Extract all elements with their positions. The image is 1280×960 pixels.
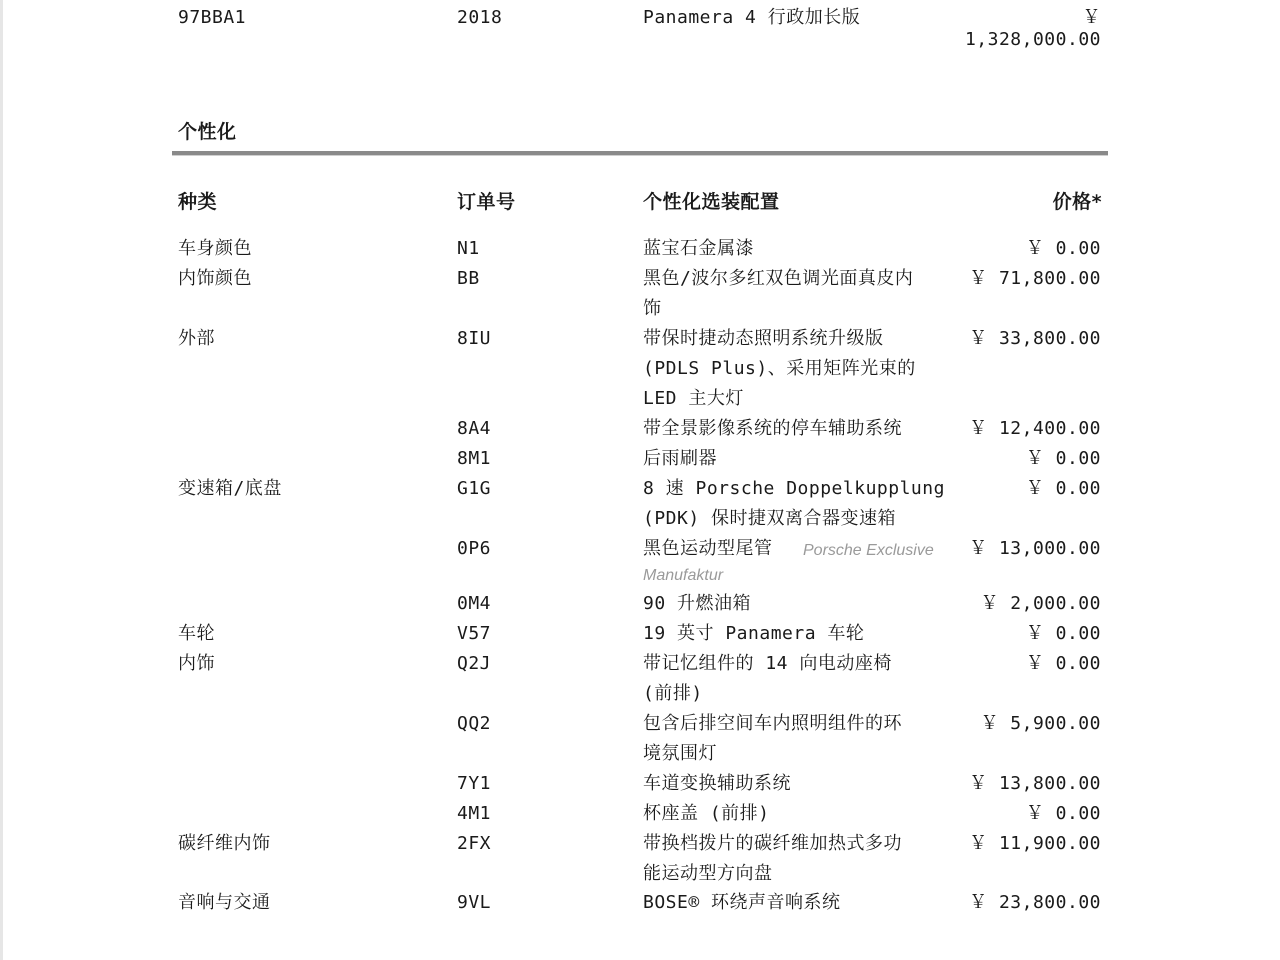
row-order-code: 8IU xyxy=(457,328,492,349)
row-price: ￥ 2,000.00 xyxy=(980,593,1101,614)
row-option-desc: 带换档拨片的碳纤维加热式多功 xyxy=(643,833,902,854)
row-option-desc: 8 速 Porsche Doppelkupplung xyxy=(643,478,945,499)
row-option-desc: LED 主大灯 xyxy=(643,388,744,409)
row-category: 车轮 xyxy=(178,623,215,644)
row-order-code: N1 xyxy=(457,238,480,259)
row-option-desc: 后雨刷器 xyxy=(643,448,717,469)
row-category: 车身颜色 xyxy=(178,238,252,259)
row-option-desc: 90 升燃油箱 xyxy=(643,593,752,614)
page-edge xyxy=(0,0,3,960)
row-option-desc: 包含后排空间车内照明组件的环 xyxy=(643,713,902,734)
row-price: ￥ 0.00 xyxy=(1025,448,1101,469)
row-option-desc: 能运动型方向盘 xyxy=(643,863,773,884)
row-option-desc: BOSE® 环绕声音响系统 xyxy=(643,892,841,913)
row-price: ￥ 0.00 xyxy=(1025,653,1101,674)
header-category: 种类 xyxy=(178,191,218,213)
row-order-code: V57 xyxy=(457,623,492,644)
row-category: 碳纤维内饰 xyxy=(178,833,271,854)
row-price: ￥ 0.00 xyxy=(1025,478,1101,499)
model-price: 1,328,000.00 xyxy=(964,29,1101,50)
row-option-desc: (PDK) 保时捷双离合器变速箱 xyxy=(643,508,897,529)
model-currency: ￥ xyxy=(1082,7,1101,28)
row-order-code: 0P6 xyxy=(457,538,492,559)
model-year: 2018 xyxy=(457,7,503,28)
row-option-desc: 黑色/波尔多红双色调光面真皮内 xyxy=(643,268,914,289)
row-price: ￥ 5,900.00 xyxy=(980,713,1101,734)
exclusive-label: Porsche Exclusive xyxy=(803,542,934,559)
row-order-code: BB xyxy=(457,268,480,289)
row-price: ￥ 71,800.00 xyxy=(969,268,1101,289)
row-option-desc: 带全景影像系统的停车辅助系统 xyxy=(643,418,902,439)
row-category: 内饰 xyxy=(178,653,215,674)
row-order-code: 9VL xyxy=(457,892,492,913)
header-order-number: 订单号 xyxy=(457,191,516,213)
row-order-code: 8A4 xyxy=(457,418,492,439)
section-divider-shadow xyxy=(172,155,1108,156)
model-name: Panamera 4 行政加长版 xyxy=(643,7,861,28)
row-order-code: 2FX xyxy=(457,833,492,854)
row-price: ￥ 11,900.00 xyxy=(969,833,1101,854)
row-order-code: 4M1 xyxy=(457,803,492,824)
row-category: 内饰颜色 xyxy=(178,268,252,289)
row-option-desc: 杯座盖 (前排) xyxy=(643,803,770,824)
row-price: ￥ 0.00 xyxy=(1025,803,1101,824)
row-option-desc: (前排) xyxy=(643,683,703,704)
row-option-desc: 19 英寸 Panamera 车轮 xyxy=(643,623,865,644)
row-price: ￥ 13,000.00 xyxy=(969,538,1101,559)
row-price: ￥ 33,800.00 xyxy=(969,328,1101,349)
row-price: ￥ 23,800.00 xyxy=(969,892,1101,913)
row-order-code: QQ2 xyxy=(457,713,492,734)
row-option-desc: 带记忆组件的 14 向电动座椅 xyxy=(643,653,892,674)
row-option-desc: 黑色运动型尾管 xyxy=(643,538,773,559)
row-category: 音响与交通 xyxy=(178,892,271,913)
row-order-code: 7Y1 xyxy=(457,773,492,794)
row-order-code: Q2J xyxy=(457,653,492,674)
row-price: ￥ 13,800.00 xyxy=(969,773,1101,794)
row-option-desc: 带保时捷动态照明系统升级版 xyxy=(643,328,884,349)
row-order-code: 8M1 xyxy=(457,448,492,469)
row-order-code: 0M4 xyxy=(457,593,492,614)
row-order-code: G1G xyxy=(457,478,492,499)
section-title: 个性化 xyxy=(178,121,237,143)
row-option-desc: 车道变换辅助系统 xyxy=(643,773,791,794)
row-option-desc: (PDLS Plus)、采用矩阵光束的 xyxy=(643,358,916,379)
row-category: 外部 xyxy=(178,328,215,349)
row-option-desc: 蓝宝石金属漆 xyxy=(643,238,754,259)
row-price: ￥ 0.00 xyxy=(1025,623,1101,644)
row-price: ￥ 0.00 xyxy=(1025,238,1101,259)
header-price: 价格* xyxy=(1052,191,1102,213)
model-code: 97BBA1 xyxy=(178,7,247,28)
row-category: 变速箱/底盘 xyxy=(178,478,282,499)
row-option-desc: 境氛围灯 xyxy=(643,743,717,764)
header-option: 个性化选装配置 xyxy=(643,191,780,213)
exclusive-label: Manufaktur xyxy=(643,567,724,584)
row-price: ￥ 12,400.00 xyxy=(969,418,1101,439)
row-option-desc: 饰 xyxy=(643,298,662,319)
